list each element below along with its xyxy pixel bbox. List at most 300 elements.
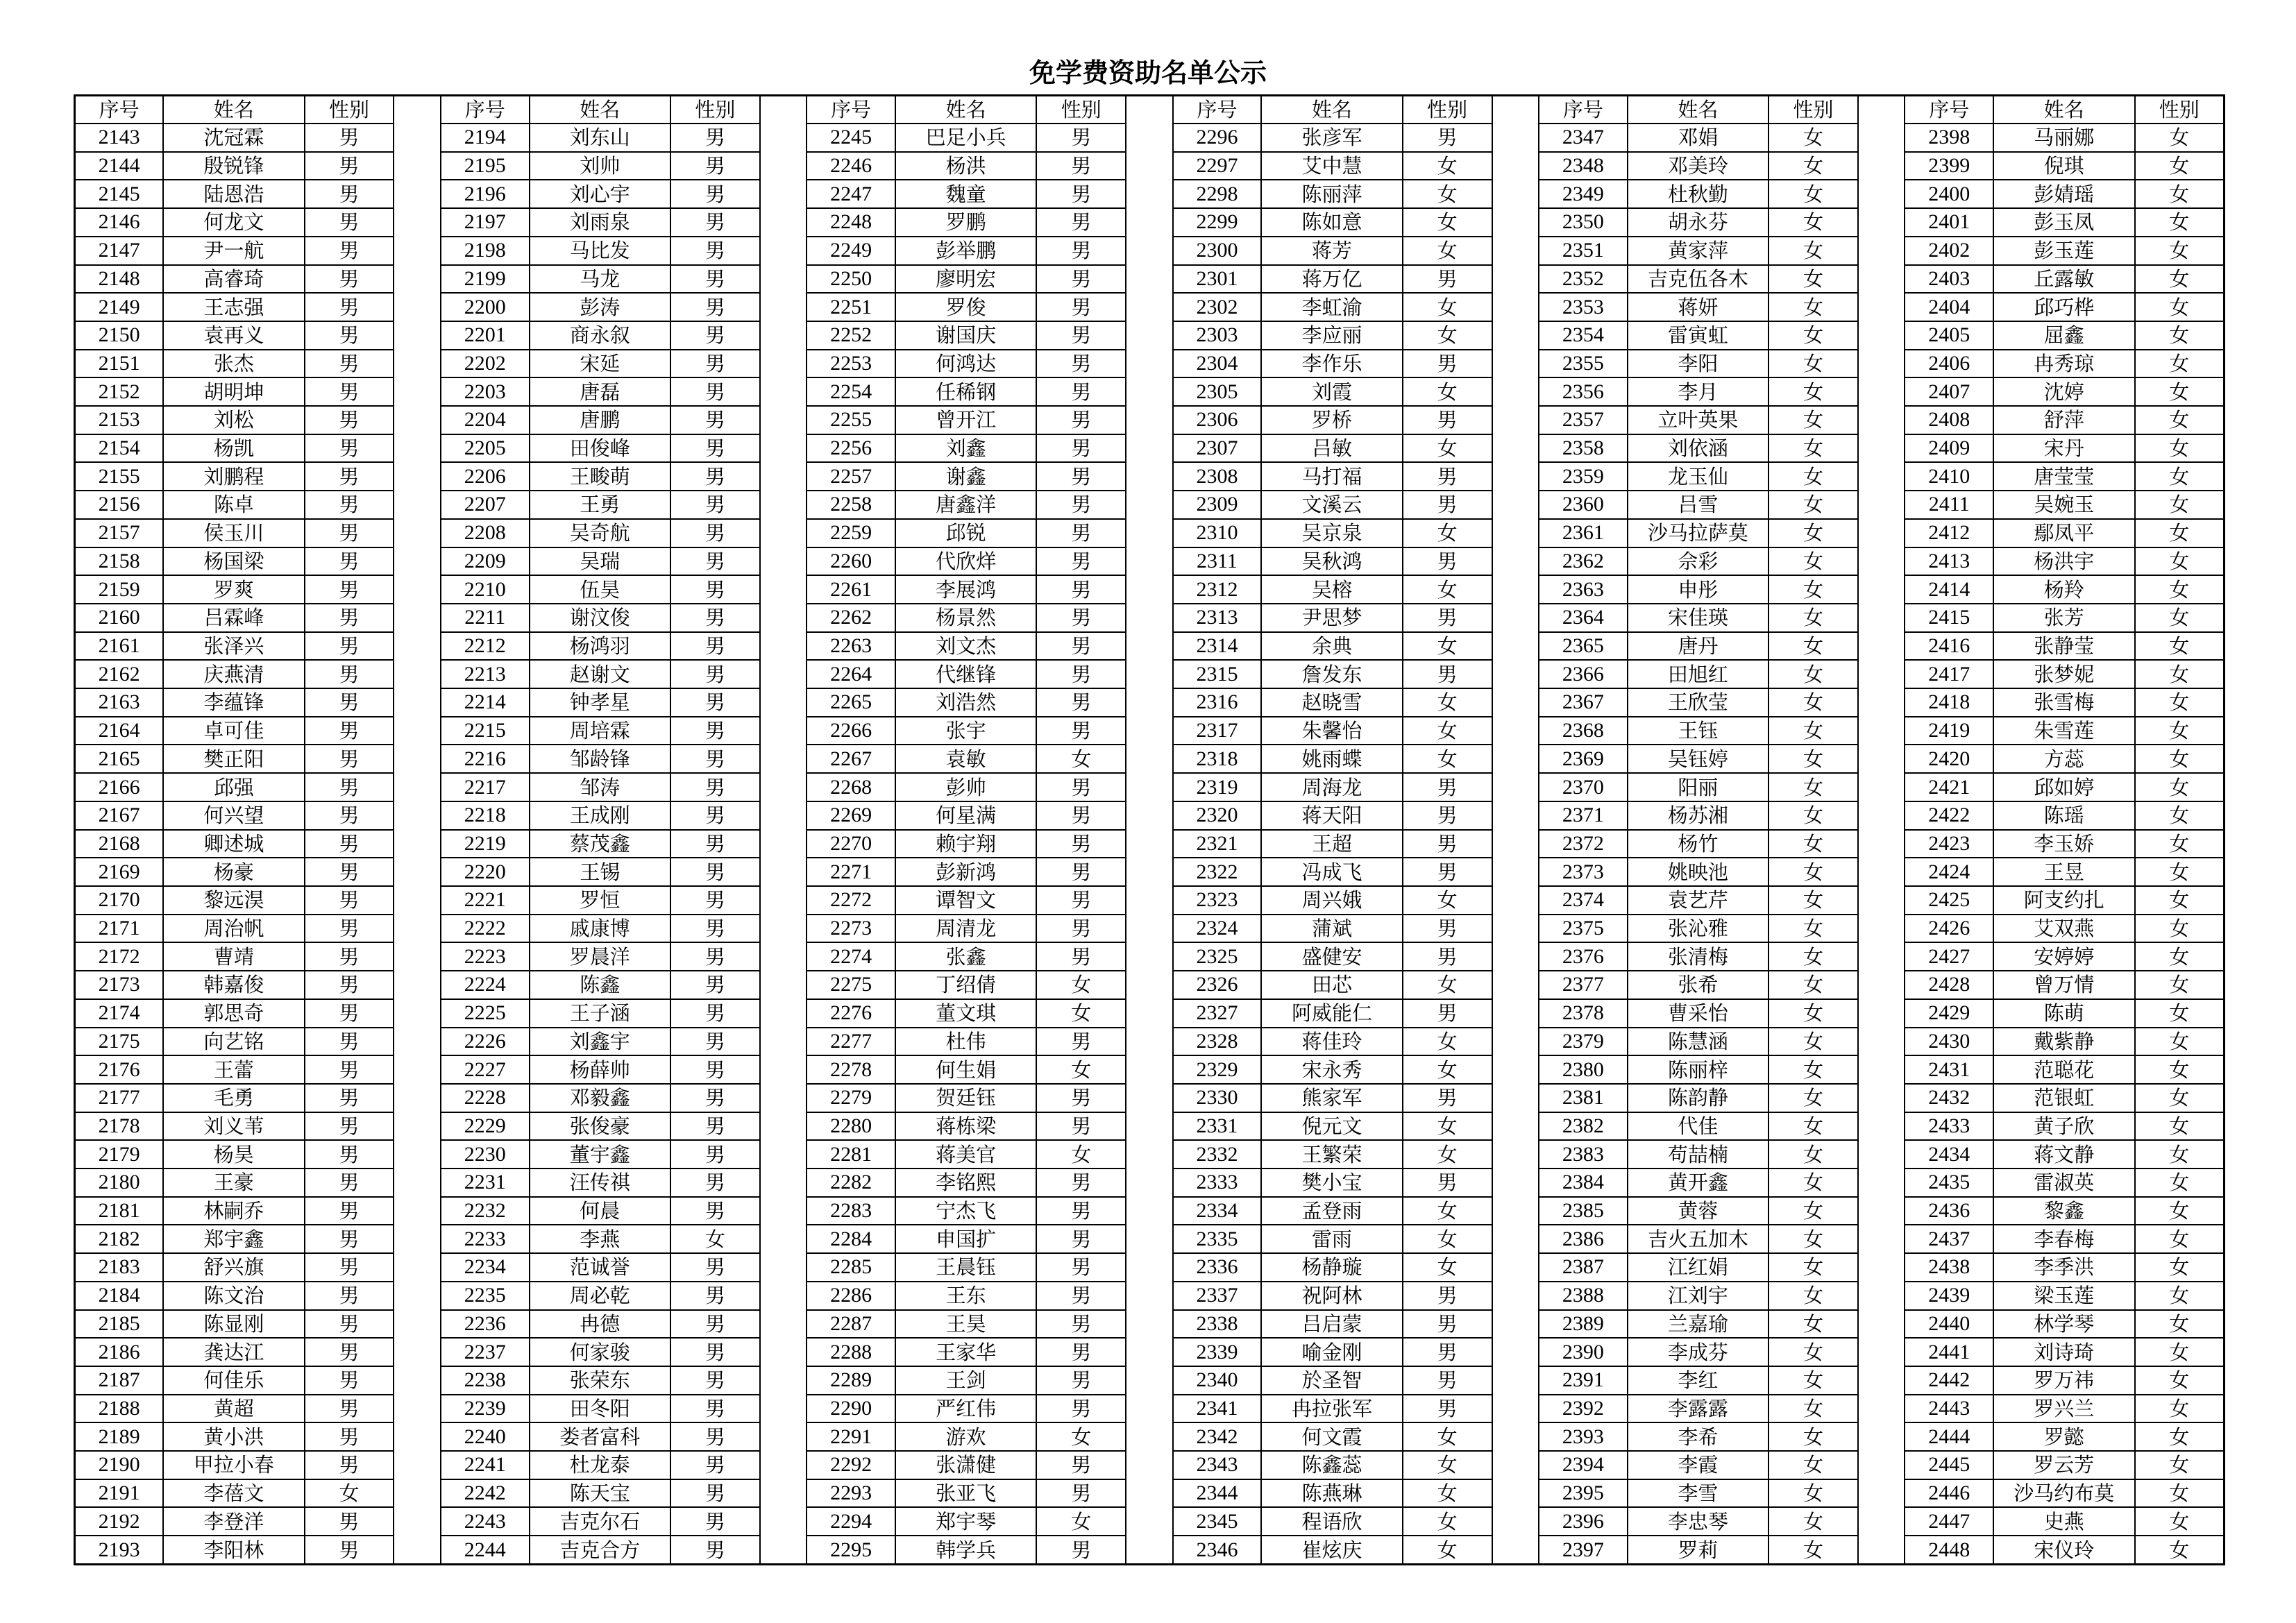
name-cell: 何佳乐 (163, 1366, 304, 1395)
gender-cell: 女 (2135, 1112, 2225, 1141)
seq-cell: 2309 (1173, 491, 1262, 519)
column-gap (1492, 942, 1539, 971)
name-cell: 王勇 (530, 491, 670, 519)
seq-cell: 2399 (1905, 152, 1993, 180)
gender-cell: 男 (1036, 519, 1126, 547)
seq-cell: 2245 (807, 124, 895, 152)
gender-cell: 男 (1403, 1084, 1492, 1112)
column-gap (760, 1507, 807, 1536)
seq-cell: 2428 (1905, 971, 1993, 999)
gender-cell: 男 (670, 1253, 760, 1282)
gender-cell: 女 (2135, 632, 2225, 661)
seq-cell: 2233 (441, 1225, 530, 1253)
table-row (75, 152, 2225, 180)
seq-cell: 2342 (1173, 1422, 1262, 1451)
seq-cell: 2362 (1539, 547, 1628, 576)
column-gap (1858, 999, 1905, 1028)
table-row (75, 1338, 2225, 1366)
seq-cell: 2173 (75, 971, 164, 999)
table-row (75, 858, 2225, 886)
seq-cell: 2346 (1173, 1536, 1262, 1564)
name-cell: 甲拉小春 (163, 1451, 304, 1479)
column-gap (1126, 1169, 1172, 1197)
column-gap (394, 350, 440, 378)
column-gap (394, 971, 440, 999)
column-gap (394, 942, 440, 971)
gender-cell: 男 (670, 999, 760, 1028)
seq-cell: 2157 (75, 519, 164, 547)
seq-cell: 2264 (807, 660, 895, 688)
seq-cell: 2190 (75, 1451, 164, 1479)
seq-cell: 2360 (1539, 491, 1628, 519)
gender-cell: 男 (305, 237, 394, 265)
seq-cell: 2230 (441, 1140, 530, 1169)
table-row (75, 1366, 2225, 1395)
name-cell: 杨薛帅 (530, 1055, 670, 1084)
name-cell: 黎鑫 (1993, 1197, 2134, 1225)
name-cell: 周必乾 (530, 1282, 670, 1310)
column-gap (1492, 688, 1539, 717)
name-cell: 唐丹 (1628, 632, 1769, 661)
column-gap (1492, 462, 1539, 491)
name-cell: 姚雨蝶 (1261, 745, 1402, 773)
seq-cell: 2294 (807, 1507, 895, 1536)
name-cell: 李季洪 (1993, 1253, 2134, 1282)
gender-cell: 男 (305, 971, 394, 999)
seq-cell: 2189 (75, 1422, 164, 1451)
seq-cell: 2405 (1905, 321, 1993, 350)
seq-cell: 2270 (807, 830, 895, 858)
gender-cell: 男 (670, 547, 760, 576)
seq-cell: 2377 (1539, 971, 1628, 999)
name-cell: 谢鑫 (895, 462, 1036, 491)
seq-cell: 2272 (807, 886, 895, 915)
name-cell: 刘心宇 (530, 180, 670, 208)
gender-cell: 男 (1403, 1366, 1492, 1395)
seq-cell: 2191 (75, 1479, 164, 1508)
seq-cell: 2220 (441, 858, 530, 886)
name-header: 姓名 (1628, 96, 1769, 124)
gender-cell: 女 (1769, 1395, 1858, 1423)
seq-cell: 2175 (75, 1028, 164, 1056)
seq-cell: 2358 (1539, 434, 1628, 463)
name-cell: 张梦妮 (1993, 660, 2134, 688)
name-cell: 陈萌 (1993, 999, 2134, 1028)
seq-cell: 2335 (1173, 1225, 1262, 1253)
name-cell: 蒋美官 (895, 1140, 1036, 1169)
name-cell: 罗桥 (1261, 406, 1402, 434)
name-cell: 黎远淏 (163, 886, 304, 915)
name-cell: 陈丽萍 (1261, 180, 1402, 208)
name-cell: 汪传祺 (530, 1169, 670, 1197)
seq-cell: 2211 (441, 604, 530, 632)
seq-cell: 2162 (75, 660, 164, 688)
name-cell: 陈丽梓 (1628, 1055, 1769, 1084)
seq-cell: 2200 (441, 293, 530, 321)
column-gap (1126, 773, 1172, 801)
name-cell: 邱如婷 (1993, 773, 2134, 801)
gender-cell: 女 (305, 1479, 394, 1508)
seq-cell: 2249 (807, 237, 895, 265)
column-gap (394, 575, 440, 604)
column-gap (1126, 547, 1172, 576)
gender-cell: 女 (2135, 801, 2225, 830)
column-gap (394, 915, 440, 943)
column-gap (394, 1282, 440, 1310)
name-cell: 鄢凤平 (1993, 519, 2134, 547)
column-gap (394, 406, 440, 434)
gender-cell: 女 (1769, 830, 1858, 858)
column-gap (1126, 1507, 1172, 1536)
seq-cell: 2206 (441, 462, 530, 491)
name-cell: 彭新鸿 (895, 858, 1036, 886)
gender-cell: 男 (670, 1422, 760, 1451)
seq-cell: 2318 (1173, 745, 1262, 773)
name-cell: 龚达江 (163, 1338, 304, 1366)
name-cell: 刘依涵 (1628, 434, 1769, 463)
seq-cell: 2280 (807, 1112, 895, 1141)
table-row (75, 491, 2225, 519)
column-gap (1492, 1197, 1539, 1225)
gender-cell: 男 (305, 491, 394, 519)
seq-cell: 2326 (1173, 971, 1262, 999)
seq-cell: 2146 (75, 208, 164, 237)
column-gap (394, 1253, 440, 1282)
name-cell: 江刘宇 (1628, 1282, 1769, 1310)
seq-cell: 2420 (1905, 745, 1993, 773)
seq-cell: 2158 (75, 547, 164, 576)
name-cell: 宋延 (530, 350, 670, 378)
column-gap (1126, 915, 1172, 943)
name-cell: 吴榕 (1261, 575, 1402, 604)
column-gap (1126, 745, 1172, 773)
gender-cell: 男 (670, 406, 760, 434)
column-gap (394, 604, 440, 632)
table-row (75, 1282, 2225, 1310)
column-gap (1858, 350, 1905, 378)
column-gap (1492, 1282, 1539, 1310)
name-cell: 邓美玲 (1628, 152, 1769, 180)
seq-cell: 2205 (441, 434, 530, 463)
name-cell: 刘诗琦 (1993, 1338, 2134, 1366)
gender-cell: 男 (305, 519, 394, 547)
column-gap (760, 180, 807, 208)
seq-cell: 2148 (75, 265, 164, 294)
name-cell: 商永叙 (530, 321, 670, 350)
table-row (75, 406, 2225, 434)
seq-cell: 2422 (1905, 801, 1993, 830)
column-gap (1858, 406, 1905, 434)
seq-cell: 2267 (807, 745, 895, 773)
seq-cell: 2398 (1905, 124, 1993, 152)
column-gap (1858, 773, 1905, 801)
name-cell: 杨国梁 (163, 547, 304, 576)
name-cell: 刘帅 (530, 152, 670, 180)
seq-cell: 2258 (807, 491, 895, 519)
name-cell: 张亚飞 (895, 1479, 1036, 1508)
name-cell: 杨静璇 (1261, 1253, 1402, 1282)
column-gap (1492, 999, 1539, 1028)
column-gap (1858, 1084, 1905, 1112)
seq-header: 序号 (75, 96, 164, 124)
gender-cell: 男 (1036, 208, 1126, 237)
gender-cell: 女 (1036, 745, 1126, 773)
seq-cell: 2329 (1173, 1055, 1262, 1084)
column-gap (1492, 350, 1539, 378)
column-gap (1126, 942, 1172, 971)
gender-cell: 男 (670, 434, 760, 463)
column-gap (760, 124, 807, 152)
column-gap (1126, 265, 1172, 294)
table-row (75, 1028, 2225, 1056)
gender-cell: 女 (1769, 180, 1858, 208)
gender-cell: 女 (1403, 1479, 1492, 1508)
name-cell: 刘文杰 (895, 632, 1036, 661)
gender-cell: 女 (2135, 321, 2225, 350)
seq-cell: 2352 (1539, 265, 1628, 294)
name-cell: 安婷婷 (1993, 942, 2134, 971)
name-cell: 殷锐锋 (163, 152, 304, 180)
gender-cell: 男 (670, 1112, 760, 1141)
seq-cell: 2348 (1539, 152, 1628, 180)
gender-cell: 男 (305, 773, 394, 801)
gender-cell: 男 (1403, 1338, 1492, 1366)
seq-cell: 2435 (1905, 1169, 1993, 1197)
column-gap (1126, 180, 1172, 208)
gender-cell: 女 (2135, 1422, 2225, 1451)
seq-cell: 2331 (1173, 1112, 1262, 1141)
gender-cell: 男 (670, 321, 760, 350)
gender-cell: 女 (2135, 180, 2225, 208)
seq-cell: 2197 (441, 208, 530, 237)
seq-cell: 2364 (1539, 604, 1628, 632)
seq-cell: 2375 (1539, 915, 1628, 943)
seq-cell: 2155 (75, 462, 164, 491)
gender-cell: 男 (305, 660, 394, 688)
name-cell: 姚映池 (1628, 858, 1769, 886)
name-cell: 苟喆楠 (1628, 1140, 1769, 1169)
column-gap (760, 1479, 807, 1508)
column-gap (1858, 632, 1905, 661)
column-gap (1858, 1479, 1905, 1508)
column-gap (1492, 237, 1539, 265)
name-cell: 林嗣乔 (163, 1197, 304, 1225)
name-cell: 沙马约布莫 (1993, 1479, 2134, 1508)
column-gap (1126, 1338, 1172, 1366)
column-gap (1858, 1310, 1905, 1339)
gender-cell: 女 (2135, 717, 2225, 745)
seq-cell: 2225 (441, 999, 530, 1028)
gender-cell: 女 (2135, 208, 2225, 237)
name-cell: 谢汶俊 (530, 604, 670, 632)
gender-cell: 男 (305, 1055, 394, 1084)
name-cell: 吴瑞 (530, 547, 670, 576)
column-gap (760, 660, 807, 688)
gender-cell: 男 (305, 1197, 394, 1225)
gender-cell: 男 (1036, 1112, 1126, 1141)
gender-cell: 男 (670, 1479, 760, 1508)
seq-cell: 2153 (75, 406, 164, 434)
column-gap (1126, 350, 1172, 378)
name-cell: 吉克伍各木 (1628, 265, 1769, 294)
seq-cell: 2164 (75, 717, 164, 745)
seq-cell: 2383 (1539, 1140, 1628, 1169)
name-cell: 王剑 (895, 1366, 1036, 1395)
gender-cell: 男 (305, 858, 394, 886)
gender-cell: 女 (1769, 1055, 1858, 1084)
gender-cell: 女 (1403, 1451, 1492, 1479)
column-gap (760, 434, 807, 463)
gender-cell: 男 (670, 491, 760, 519)
gender-cell: 男 (1403, 1169, 1492, 1197)
gender-cell: 男 (305, 1225, 394, 1253)
seq-cell: 2194 (441, 124, 530, 152)
seq-cell: 2237 (441, 1338, 530, 1366)
gender-cell: 女 (1769, 717, 1858, 745)
seq-cell: 2149 (75, 293, 164, 321)
name-cell: 陈显刚 (163, 1310, 304, 1339)
name-cell: 倪琪 (1993, 152, 2134, 180)
column-gap (760, 801, 807, 830)
gender-cell: 男 (1403, 660, 1492, 688)
column-gap (1126, 152, 1172, 180)
seq-cell: 2240 (441, 1422, 530, 1451)
name-cell: 李红 (1628, 1366, 1769, 1395)
column-gap (760, 350, 807, 378)
seq-cell: 2180 (75, 1169, 164, 1197)
name-cell: 李登洋 (163, 1507, 304, 1536)
name-cell: 陆恩浩 (163, 180, 304, 208)
name-cell: 邱巧桦 (1993, 293, 2134, 321)
gender-cell: 女 (1403, 717, 1492, 745)
seq-cell: 2248 (807, 208, 895, 237)
name-cell: 邹龄锋 (530, 745, 670, 773)
column-gap (1858, 293, 1905, 321)
gender-cell: 男 (1403, 604, 1492, 632)
seq-cell: 2273 (807, 915, 895, 943)
gender-cell: 男 (1403, 915, 1492, 943)
seq-header: 序号 (1539, 96, 1628, 124)
table-row (75, 321, 2225, 350)
name-cell: 罗爽 (163, 575, 304, 604)
column-gap (1858, 915, 1905, 943)
name-cell: 李作乐 (1261, 350, 1402, 378)
name-cell: 蔡茂鑫 (530, 830, 670, 858)
column-gap (1858, 1422, 1905, 1451)
seq-cell: 2437 (1905, 1225, 1993, 1253)
name-cell: 曾开江 (895, 406, 1036, 434)
gender-cell: 女 (1769, 265, 1858, 294)
seq-cell: 2379 (1539, 1028, 1628, 1056)
gender-cell: 男 (1036, 773, 1126, 801)
column-gap (760, 745, 807, 773)
seq-cell: 2145 (75, 180, 164, 208)
column-gap (760, 1282, 807, 1310)
name-cell: 林学琴 (1993, 1310, 2134, 1339)
column-gap (1126, 491, 1172, 519)
seq-cell: 2411 (1905, 491, 1993, 519)
name-cell: 樊正阳 (163, 745, 304, 773)
name-cell: 张杰 (163, 350, 304, 378)
name-cell: 陈瑶 (1993, 801, 2134, 830)
name-cell: 孟登雨 (1261, 1197, 1402, 1225)
column-gap (394, 1395, 440, 1423)
gender-cell: 男 (305, 1338, 394, 1366)
gender-cell: 男 (305, 1451, 394, 1479)
column-gap (1492, 604, 1539, 632)
gender-cell: 男 (305, 293, 394, 321)
name-cell: 刘雨泉 (530, 208, 670, 237)
name-cell: 张宇 (895, 717, 1036, 745)
gender-cell: 女 (1769, 1366, 1858, 1395)
gender-cell: 男 (670, 1451, 760, 1479)
column-gap (1126, 208, 1172, 237)
column-gap (1858, 265, 1905, 294)
gender-cell: 女 (1403, 519, 1492, 547)
seq-cell: 2217 (441, 773, 530, 801)
name-header: 姓名 (530, 96, 670, 124)
column-gap (1858, 1536, 1905, 1564)
column-gap (1126, 1197, 1172, 1225)
column-gap (1126, 632, 1172, 661)
gender-cell: 女 (2135, 1507, 2225, 1536)
seq-cell: 2416 (1905, 632, 1993, 661)
seq-cell: 2177 (75, 1084, 164, 1112)
gender-cell: 女 (2135, 575, 2225, 604)
seq-cell: 2226 (441, 1028, 530, 1056)
seq-cell: 2363 (1539, 575, 1628, 604)
seq-cell: 2202 (441, 350, 530, 378)
gender-cell: 女 (1769, 745, 1858, 773)
name-cell: 丁绍倩 (895, 971, 1036, 999)
seq-cell: 2343 (1173, 1451, 1262, 1479)
gender-cell: 男 (670, 1536, 760, 1564)
gender-cell: 男 (1036, 547, 1126, 576)
seq-cell: 2210 (441, 575, 530, 604)
gender-cell: 男 (1403, 801, 1492, 830)
seq-cell: 2338 (1173, 1310, 1262, 1339)
seq-cell: 2297 (1173, 152, 1262, 180)
name-cell: 张潇健 (895, 1451, 1036, 1479)
column-gap (1492, 660, 1539, 688)
column-gap (760, 575, 807, 604)
gender-cell: 男 (670, 971, 760, 999)
table-row (75, 1225, 2225, 1253)
name-cell: 杜秋勤 (1628, 180, 1769, 208)
seq-cell: 2339 (1173, 1338, 1262, 1366)
name-cell: 唐鹏 (530, 406, 670, 434)
name-cell: 詹发东 (1261, 660, 1402, 688)
gender-cell: 男 (1403, 124, 1492, 152)
seq-cell: 2402 (1905, 237, 1993, 265)
seq-cell: 2365 (1539, 632, 1628, 661)
seq-cell: 2293 (807, 1479, 895, 1508)
gender-cell: 男 (1403, 830, 1492, 858)
column-gap (1492, 971, 1539, 999)
gender-cell: 女 (1769, 1197, 1858, 1225)
name-cell: 李展鸿 (895, 575, 1036, 604)
seq-cell: 2325 (1173, 942, 1262, 971)
seq-cell: 2382 (1539, 1112, 1628, 1141)
column-gap (394, 1366, 440, 1395)
name-cell: 张清梅 (1628, 942, 1769, 971)
column-gap (394, 717, 440, 745)
name-cell: 罗恒 (530, 886, 670, 915)
seq-cell: 2391 (1539, 1366, 1628, 1395)
column-gap (1126, 575, 1172, 604)
name-cell: 杨豪 (163, 858, 304, 886)
name-cell: 吉克尔石 (530, 1507, 670, 1536)
